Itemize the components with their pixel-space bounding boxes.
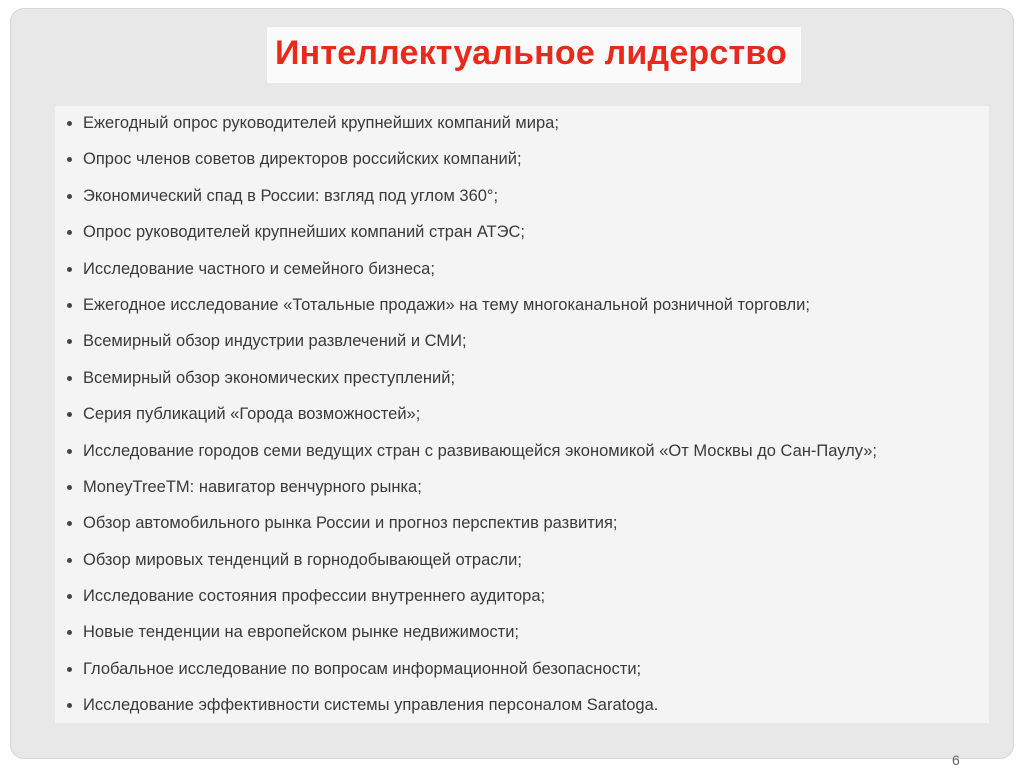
list-item-text: Опрос членов советов директоров российских компаний;: [83, 150, 522, 169]
list-item: [55, 329, 989, 365]
list-item: [55, 402, 989, 438]
list-item: [55, 111, 989, 147]
list-item-text: Исследование городов семи ведущих стран с развивающейся экономикой «От Москвы до Сан-Паулу»;: [83, 441, 877, 460]
list-item: [55, 257, 989, 293]
bullet-icon: [67, 121, 72, 126]
list-item-text: Опрос руководителей крупнейших компаний стран АТЭС;: [83, 223, 525, 242]
bullet-icon: [67, 594, 72, 599]
list-item-text: Исследование эффективности системы управления персоналом Saratoga.: [83, 696, 659, 715]
list-item: [55, 475, 989, 511]
list-item-text: Исследование состояния профессии внутреннего аудитора;: [83, 587, 546, 606]
list-item-text: Исследование частного и семейного бизнеса;: [83, 259, 435, 278]
bullet-icon: [67, 412, 72, 417]
title-box: [267, 27, 801, 83]
list-item: [55, 657, 989, 693]
list-item-text: Серия публикаций «Города возможностей»;: [83, 405, 421, 424]
bullet-icon: [67, 230, 72, 235]
page-number: 6: [952, 752, 960, 768]
bullet-icon: [67, 303, 72, 308]
list-item: [55, 693, 989, 729]
bullet-icon: [67, 194, 72, 199]
list-item: [55, 511, 989, 547]
list-item: [55, 584, 989, 620]
bullet-list: [55, 111, 989, 730]
list-item: [55, 620, 989, 656]
bullet-icon: [67, 521, 72, 526]
slide-title: Интеллектуальное лидерство: [275, 34, 787, 72]
slide: [10, 8, 1014, 759]
bullet-icon: [67, 703, 72, 708]
list-item: [55, 366, 989, 402]
list-item-text: Всемирный обзор индустрии развлечений и СМИ;: [83, 332, 467, 351]
content-box: [55, 106, 989, 723]
list-item-text: Экономический спад в России: взгляд под углом 360°;: [83, 186, 499, 205]
bullet-icon: [67, 558, 72, 563]
list-item: [55, 184, 989, 220]
bullet-icon: [67, 376, 72, 381]
list-item: [55, 548, 989, 584]
list-item-text: Новые тенденции на европейском рынке недвижимости;: [83, 623, 520, 642]
list-item-text: Глобальное исследование по вопросам информационной безопасности;: [83, 659, 642, 678]
list-item-text: MoneyTreeTM: навигатор венчурного рынка;: [83, 477, 422, 496]
list-item-text: Обзор мировых тенденций в горнодобывающей отрасли;: [83, 550, 522, 569]
bullet-icon: [67, 157, 72, 162]
list-item-text: Обзор автомобильного рынка России и прогноз перспектив развития;: [83, 514, 618, 533]
list-item: [55, 439, 989, 475]
bullet-icon: [67, 667, 72, 672]
bullet-icon: [67, 339, 72, 344]
list-item: [55, 147, 989, 183]
list-item: [55, 293, 989, 329]
list-item-text: Всемирный обзор экономических преступлений;: [83, 368, 456, 387]
bullet-icon: [67, 267, 72, 272]
list-item-text: Ежегодное исследование «Тотальные продажи» на тему многоканальной розничной торговли;: [83, 295, 810, 314]
list-item: [55, 220, 989, 256]
bullet-icon: [67, 449, 72, 454]
bullet-icon: [67, 630, 72, 635]
list-item-text: Ежегодный опрос руководителей крупнейших компаний мира;: [83, 114, 559, 132]
bullet-icon: [67, 485, 72, 490]
